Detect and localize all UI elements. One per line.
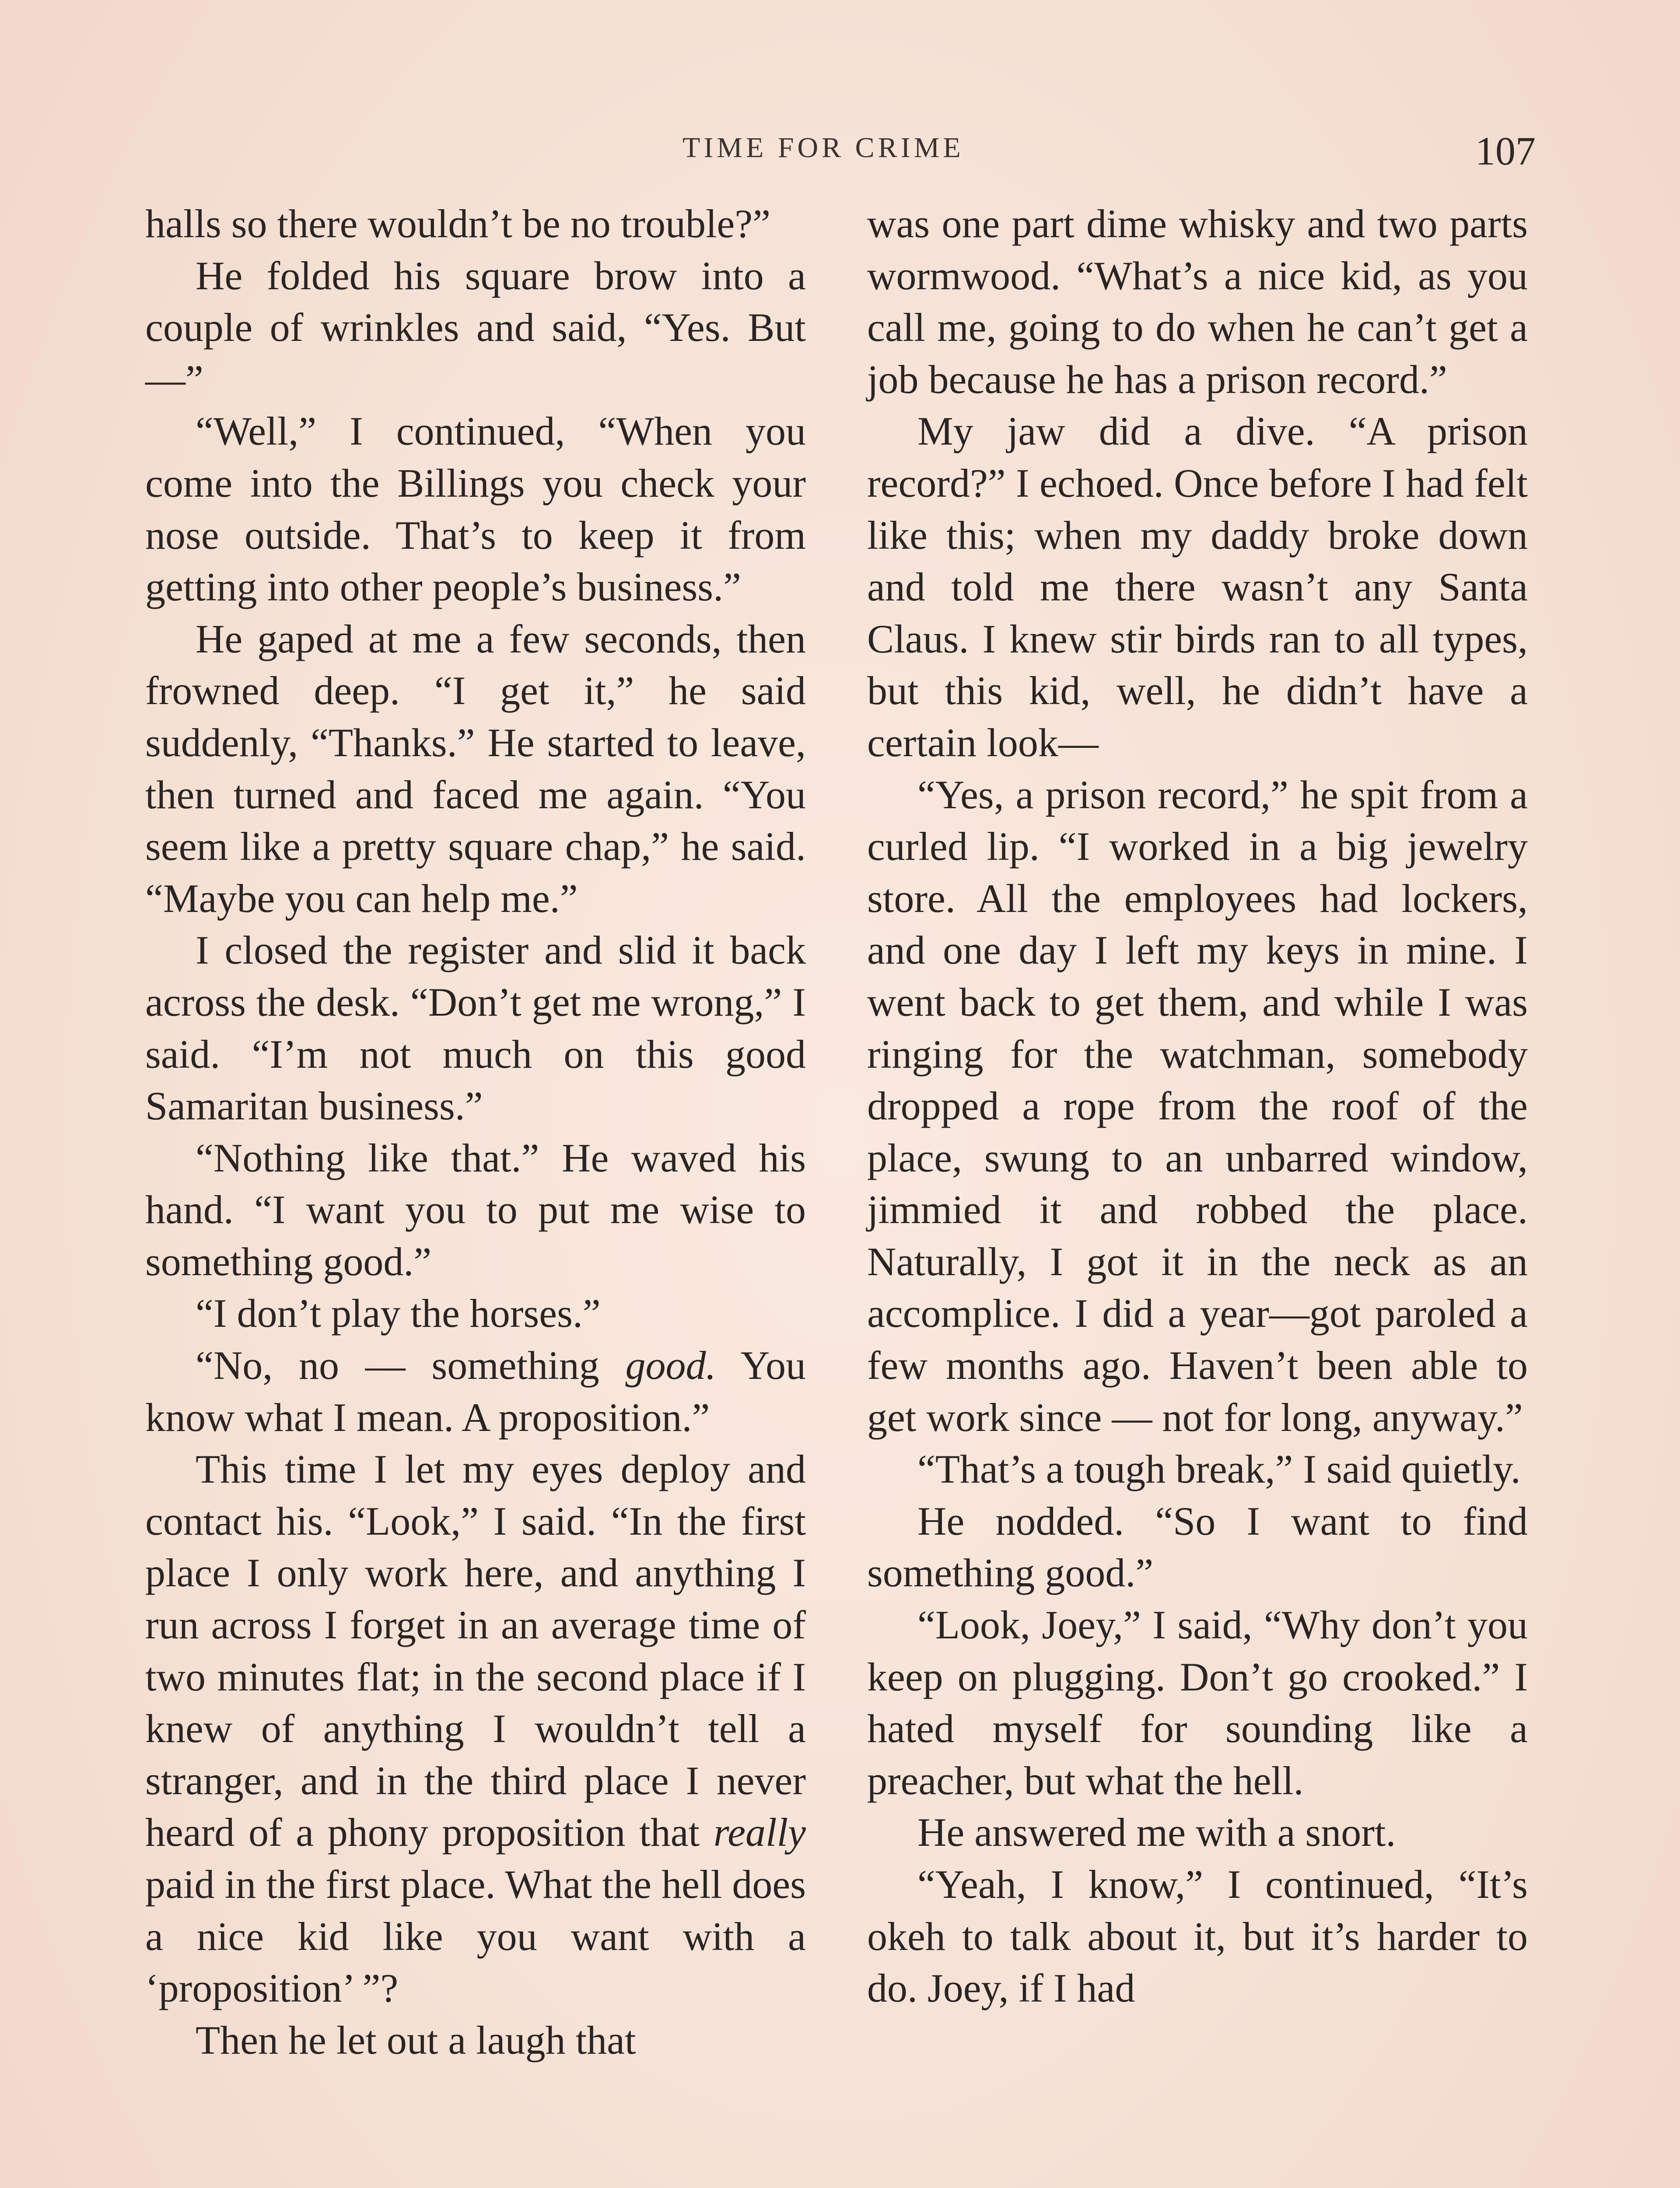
text-run: You know what I mean. A proposition.” xyxy=(145,1343,806,1440)
emphasis-text: really xyxy=(713,1810,806,1855)
paragraph: “Yes, a prison record,” he spit from a curled lip. “I worked in a big jewelry store. All the employees had lockers, and one day I left my keys in mine. I went back to get them, and while I was ringing for the watchman, somebody dropped a rope from the roof of the place, swung to an unbarred window, jimmied it and robbed the place. Naturally, I got it in the neck as an accomplice. I did a year—got paroled a few months ago. Haven’t been able to get work since — not for long, anyway.” xyxy=(867,772,1528,1440)
text-run: paid in the first place. What the hell does a nice kid like you want with a ‘proposition’ ”? xyxy=(145,1862,806,2011)
emphasis-text: good. xyxy=(625,1343,716,1388)
paragraph: He gaped at me a few seconds, then frowned deep. “I get it,” he said suddenly, “Thanks.” He started to leave, then turned and faced me again. “You seem like a pretty square chap,” he said. “Maybe you can help me.” xyxy=(145,616,806,921)
page-number: 107 xyxy=(1475,129,1536,173)
paragraph: was one part dime whisky and two parts wormwood. “What’s a nice kid, as you call me, going to do when he can’t get a job because he has a prison record.” xyxy=(867,201,1528,402)
paragraph: He nodded. “So I want to find something good.” xyxy=(867,1498,1528,1595)
text-run: This time I let my eyes deploy and contact his. “Look,” I said. “In the first place I only work here, and anything I run across I forget in an average time of two minutes flat; in the second place if I knew of anything I wouldn’t tell a stranger, and in the third place I never heard of a phony proposition that xyxy=(145,1447,806,1855)
paragraph: “That’s a tough break,” I said quietly. xyxy=(917,1447,1521,1492)
paragraph xyxy=(145,1443,806,2014)
paragraph: “Look, Joey,” I said, “Why don’t you keep on plugging. Don’t go crooked.” I hated myself for sounding like a preacher, but what the hell. xyxy=(867,1602,1528,1803)
paragraph: He answered me with a snort. xyxy=(917,1810,1396,1855)
paragraph: halls so there wouldn’t be no trouble?” xyxy=(145,201,771,246)
paragraph: I closed the register and slid it back across the desk. “Don’t get me wrong,” I said. “I’m not much on this good Samaritan business.” xyxy=(145,928,806,1129)
paragraph: “Well,” I continued, “When you come into the Billings you check your nose outside. That’s to keep it from getting into other people’s business.” xyxy=(145,409,806,610)
running-title: TIME FOR CRIME xyxy=(682,132,964,164)
paragraph: He folded his square brow into a couple of wrinkles and said, “Yes. But—” xyxy=(145,253,806,402)
paragraph: My jaw did a dive. “A prison record?” I echoed. Once before I had felt like this; when my daddy broke down and told me there wasn’t any Santa Claus. I knew stir birds ran to all types, but this kid, well, he didn’t have a certain look— xyxy=(867,409,1528,765)
left-text-column xyxy=(145,198,806,2066)
text-run: “No, no — something xyxy=(196,1343,626,1388)
paragraph: “I don’t play the horses.” xyxy=(196,1291,601,1336)
paragraph: “Yeah, I know,” I continued, “It’s okeh to talk about it, but it’s harder to do. Joey, if I had xyxy=(867,1862,1528,2011)
paragraph: “Nothing like that.” He waved his hand. “I want you to put me wise to something good.” xyxy=(145,1135,806,1284)
paragraph: Then he let out a laugh that xyxy=(196,2017,636,2062)
paragraph xyxy=(145,1339,806,1443)
right-text-column xyxy=(867,198,1528,2014)
